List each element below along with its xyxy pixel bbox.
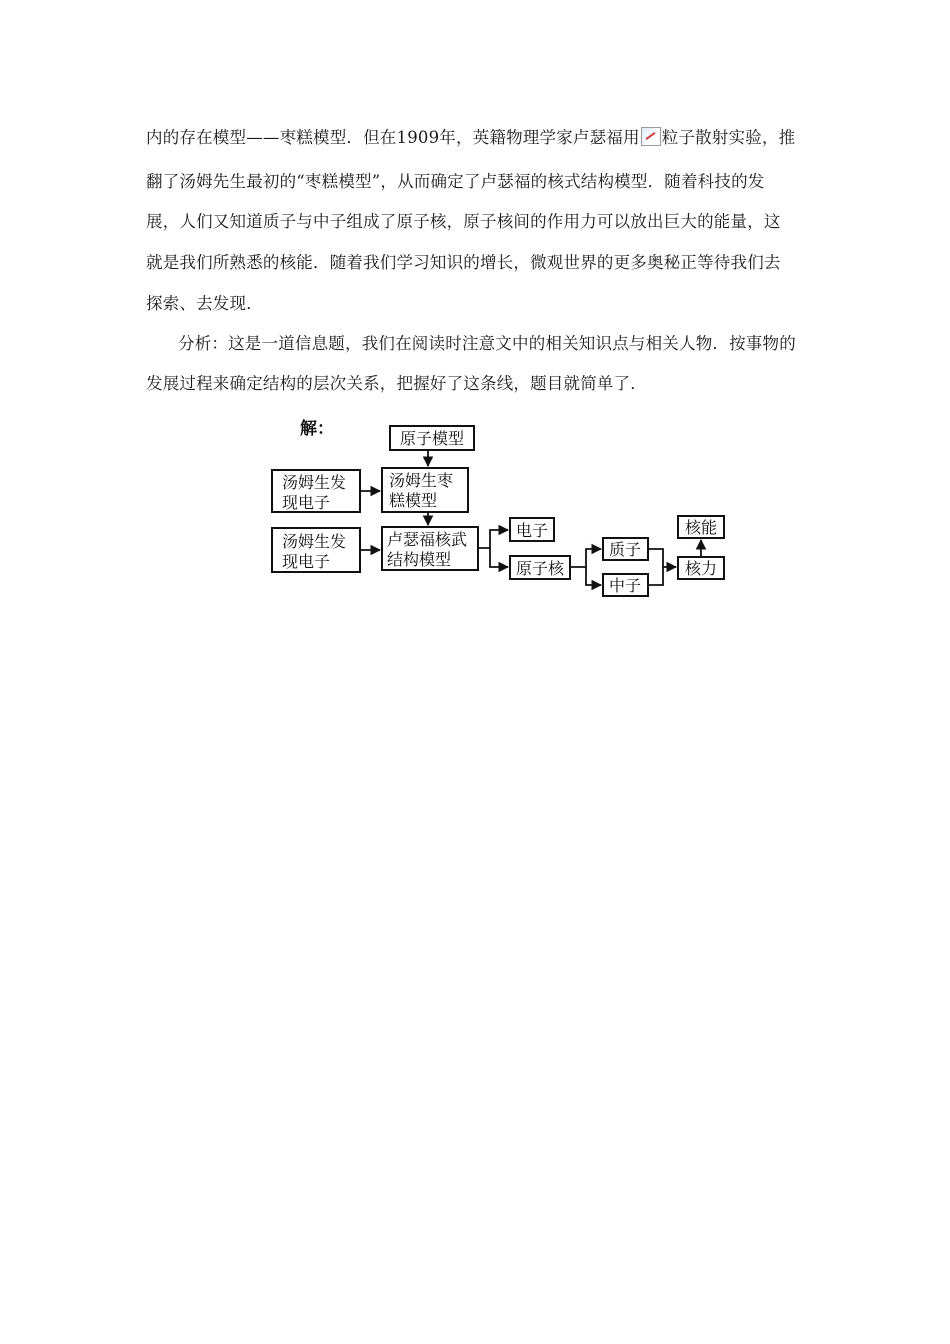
svg-text:现电子: 现电子 (282, 552, 331, 571)
proton-box (603, 538, 648, 560)
paragraph-line-4: 就是我们所熟悉的核能．随着我们学习知识的增长，微观世界的更多奥秘正等待我们去 (146, 253, 781, 272)
svg-text:核力: 核力 (684, 559, 718, 578)
rutherford-model-box (382, 527, 478, 570)
svg-text:结构模型: 结构模型 (387, 550, 452, 569)
paragraph-line-3: 展，人们又知道质子与中子组成了原子核，原子核间的作用力可以放出巨大的能量，这 (146, 212, 781, 231)
thomson-model-box (382, 468, 468, 512)
broken-image-icon (641, 127, 661, 146)
svg-text:汤姆生枣: 汤姆生枣 (389, 471, 454, 490)
analysis-line-1: 分析：这是一道信息题，我们在阅读时注意文中的相关知识点与相关人物．按事物的 (178, 334, 796, 353)
nuclear-energy-box (678, 516, 724, 538)
thomson-discovery-box-2 (272, 528, 360, 572)
nucleus-box (510, 556, 570, 579)
paragraph-line-5: 探索、去发现． (146, 294, 263, 313)
svg-text:中子: 中子 (608, 576, 642, 595)
arrow-to-neutron (586, 567, 601, 585)
svg-text:原子模型: 原子模型 (399, 429, 465, 448)
arrow-to-electron (478, 530, 508, 548)
svg-text:核能: 核能 (684, 518, 718, 537)
nuclear-force-box (678, 557, 724, 579)
svg-text:现电子: 现电子 (282, 493, 331, 512)
structure-diagram (268, 412, 738, 602)
arrow-to-nucleus (490, 548, 508, 567)
paragraph-line-2: 翻了汤姆先生最初的“枣糕模型”，从而确定了卢瑟福的核式结构模型．随着科技的发 (146, 172, 765, 191)
svg-text:汤姆生发: 汤姆生发 (282, 473, 347, 492)
arrow-to-proton (570, 549, 601, 567)
bracket-proton-neutron (648, 549, 663, 585)
svg-text:糕模型: 糕模型 (389, 491, 438, 510)
thomson-discovery-box-1 (272, 470, 360, 512)
svg-text:质子: 质子 (608, 540, 642, 559)
svg-text:原子核: 原子核 (515, 559, 565, 578)
solution-label: 解： (300, 419, 334, 439)
paragraph-line-1: 内的存在模型——枣糕模型．但在1909年，英籍物理学家卢瑟福用 粒子散射实验，推 (146, 128, 796, 147)
svg-text:电子: 电子 (515, 521, 549, 540)
atom-model-box (390, 426, 474, 450)
analysis-line-2: 发展过程来确定结构的层次关系，把握好了这条线，题目就简单了． (146, 374, 647, 393)
svg-text:汤姆生发: 汤姆生发 (282, 532, 347, 551)
electron-box (510, 518, 554, 541)
neutron-box (603, 574, 648, 596)
svg-text:卢瑟福核武: 卢瑟福核武 (387, 530, 468, 549)
diagram-svg (268, 412, 738, 602)
